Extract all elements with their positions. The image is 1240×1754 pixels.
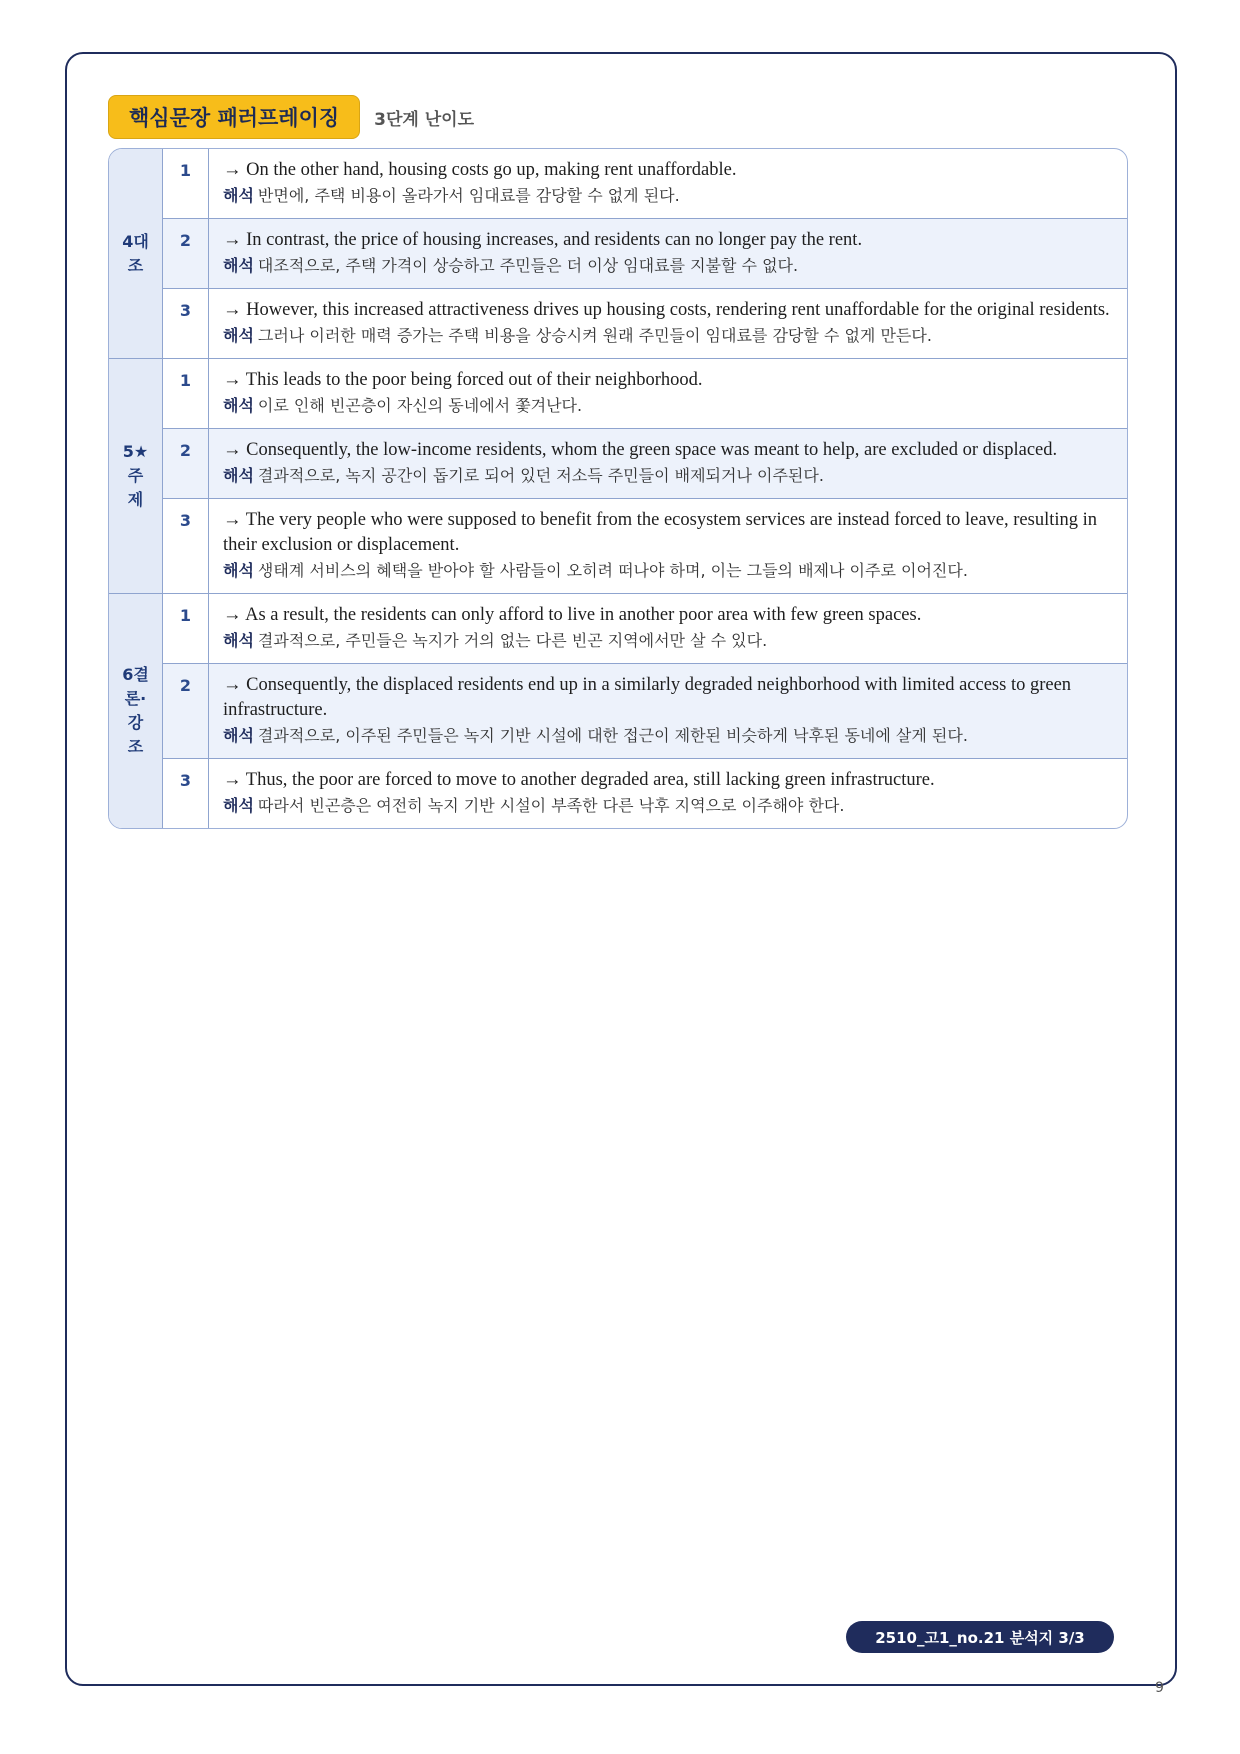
row-content: [209, 499, 1127, 593]
row-number: 2: [163, 219, 209, 288]
table-row: [163, 759, 1127, 828]
table-group: [109, 594, 1127, 828]
translation-tag: 해석: [223, 186, 254, 205]
row-content: [209, 594, 1127, 663]
row-number: 1: [163, 359, 209, 428]
english-sentence: → The very people who were supposed to benefit from the ecosystem services are instead forced to leave, resulting in their exclusion or displacement.: [223, 510, 1098, 555]
english-sentence: → On the other hand, housing costs go up, making rent unaffordable.: [223, 160, 737, 180]
row-number: 3: [163, 759, 209, 828]
translation-tag: 해석: [223, 561, 254, 580]
english-sentence: → Consequently, the displaced residents end up in a similarly degraded neighborhood with limited access to green infrastructure.: [223, 675, 1072, 720]
row-content: [209, 289, 1127, 358]
group-label: 4대조: [122, 231, 149, 275]
worksheet-id-badge: 2510_고1_no.21 분석지 3/3: [846, 1621, 1114, 1653]
row-content: [209, 664, 1127, 758]
korean-translation: [223, 628, 1113, 654]
translation-text: 이로 인해 빈곤층이 자신의 동네에서 쫓겨난다.: [257, 396, 583, 415]
row-content: [209, 149, 1127, 218]
table-row: [163, 429, 1127, 499]
korean-translation: [223, 393, 1113, 419]
korean-translation: [223, 723, 1113, 749]
group-label: 6결론·강조: [122, 665, 149, 756]
translation-text: 결과적으로, 녹지 공간이 돕기로 되어 있던 저소득 주민들이 배제되거나 이주된다.: [257, 466, 824, 485]
row-content: [209, 759, 1127, 828]
translation-text: 결과적으로, 이주된 주민들은 녹지 기반 시설에 대한 접근이 제한된 비슷하게 낙후된 동네에 살게 된다.: [257, 726, 968, 745]
translation-text: 반면에, 주택 비용이 올라가서 임대료를 감당할 수 없게 된다.: [257, 186, 680, 205]
row-number: 3: [163, 499, 209, 593]
table-group: [109, 359, 1127, 594]
translation-text: 따라서 빈곤층은 여전히 녹지 기반 시설이 부족한 다른 낙후 지역으로 이주해야 한다.: [257, 796, 845, 815]
table-row: [163, 219, 1127, 289]
group-label-cell: [109, 359, 163, 593]
table-row: [163, 149, 1127, 219]
translation-tag: 해석: [223, 726, 254, 745]
english-sentence: → This leads to the poor being forced out of their neighborhood.: [223, 370, 703, 390]
translation-tag: 해석: [223, 631, 254, 650]
korean-translation: [223, 323, 1113, 349]
table-row: [163, 664, 1127, 759]
group-label-cell: [109, 594, 163, 828]
row-content: [209, 359, 1127, 428]
korean-translation: [223, 253, 1113, 279]
row-number: 2: [163, 664, 209, 758]
row-number: 2: [163, 429, 209, 498]
translation-text: 대조적으로, 주택 가격이 상승하고 주민들은 더 이상 임대료를 지불할 수 없다.: [257, 256, 799, 275]
section-title-badge: 핵심문장 패러프레이징: [108, 95, 360, 139]
english-sentence: → Consequently, the low-income residents, whom the green space was meant to help, are excluded or displaced.: [223, 440, 1058, 460]
row-content: [209, 429, 1127, 498]
korean-translation: [223, 183, 1113, 209]
translation-tag: 해석: [223, 256, 254, 275]
group-label-cell: [109, 149, 163, 358]
english-sentence: → However, this increased attractiveness drives up housing costs, rendering rent unaffordable for the original residents.: [223, 300, 1110, 320]
korean-translation: [223, 558, 1113, 584]
translation-text: 그러나 이러한 매력 증가는 주택 비용을 상승시켜 원래 주민들이 임대료를 감당할 수 없게 만든다.: [257, 326, 932, 345]
translation-text: 결과적으로, 주민들은 녹지가 거의 없는 다른 빈곤 지역에서만 살 수 있다.: [257, 631, 768, 650]
translation-text: 생태계 서비스의 혜택을 받아야 할 사람들이 오히려 떠나야 하며, 이는 그들의 배제나 이주로 이어진다.: [257, 561, 968, 580]
row-number: 1: [163, 149, 209, 218]
paraphrasing-table: [108, 148, 1128, 829]
group-label: 5★주제: [122, 442, 149, 509]
korean-translation: [223, 793, 1113, 819]
difficulty-level-label: 3단계 난이도: [374, 109, 475, 130]
row-number: 1: [163, 594, 209, 663]
english-sentence: → As a result, the residents can only afford to live in another poor area with few green spaces.: [223, 605, 922, 625]
translation-tag: 해석: [223, 466, 254, 485]
korean-translation: [223, 463, 1113, 489]
table-row: [163, 359, 1127, 429]
table-group: [109, 149, 1127, 359]
translation-tag: 해석: [223, 796, 254, 815]
english-sentence: → In contrast, the price of housing increases, and residents can no longer pay the rent.: [223, 230, 863, 250]
row-content: [209, 219, 1127, 288]
table-row: [163, 499, 1127, 593]
english-sentence: → Thus, the poor are forced to move to another degraded area, still lacking green infrastructure.: [223, 770, 935, 790]
translation-tag: 해석: [223, 326, 254, 345]
table-row: [163, 289, 1127, 358]
page-number: 9: [1155, 1680, 1164, 1696]
translation-tag: 해석: [223, 396, 254, 415]
table-row: [163, 594, 1127, 664]
section-header: [108, 95, 474, 139]
row-number: 3: [163, 289, 209, 358]
